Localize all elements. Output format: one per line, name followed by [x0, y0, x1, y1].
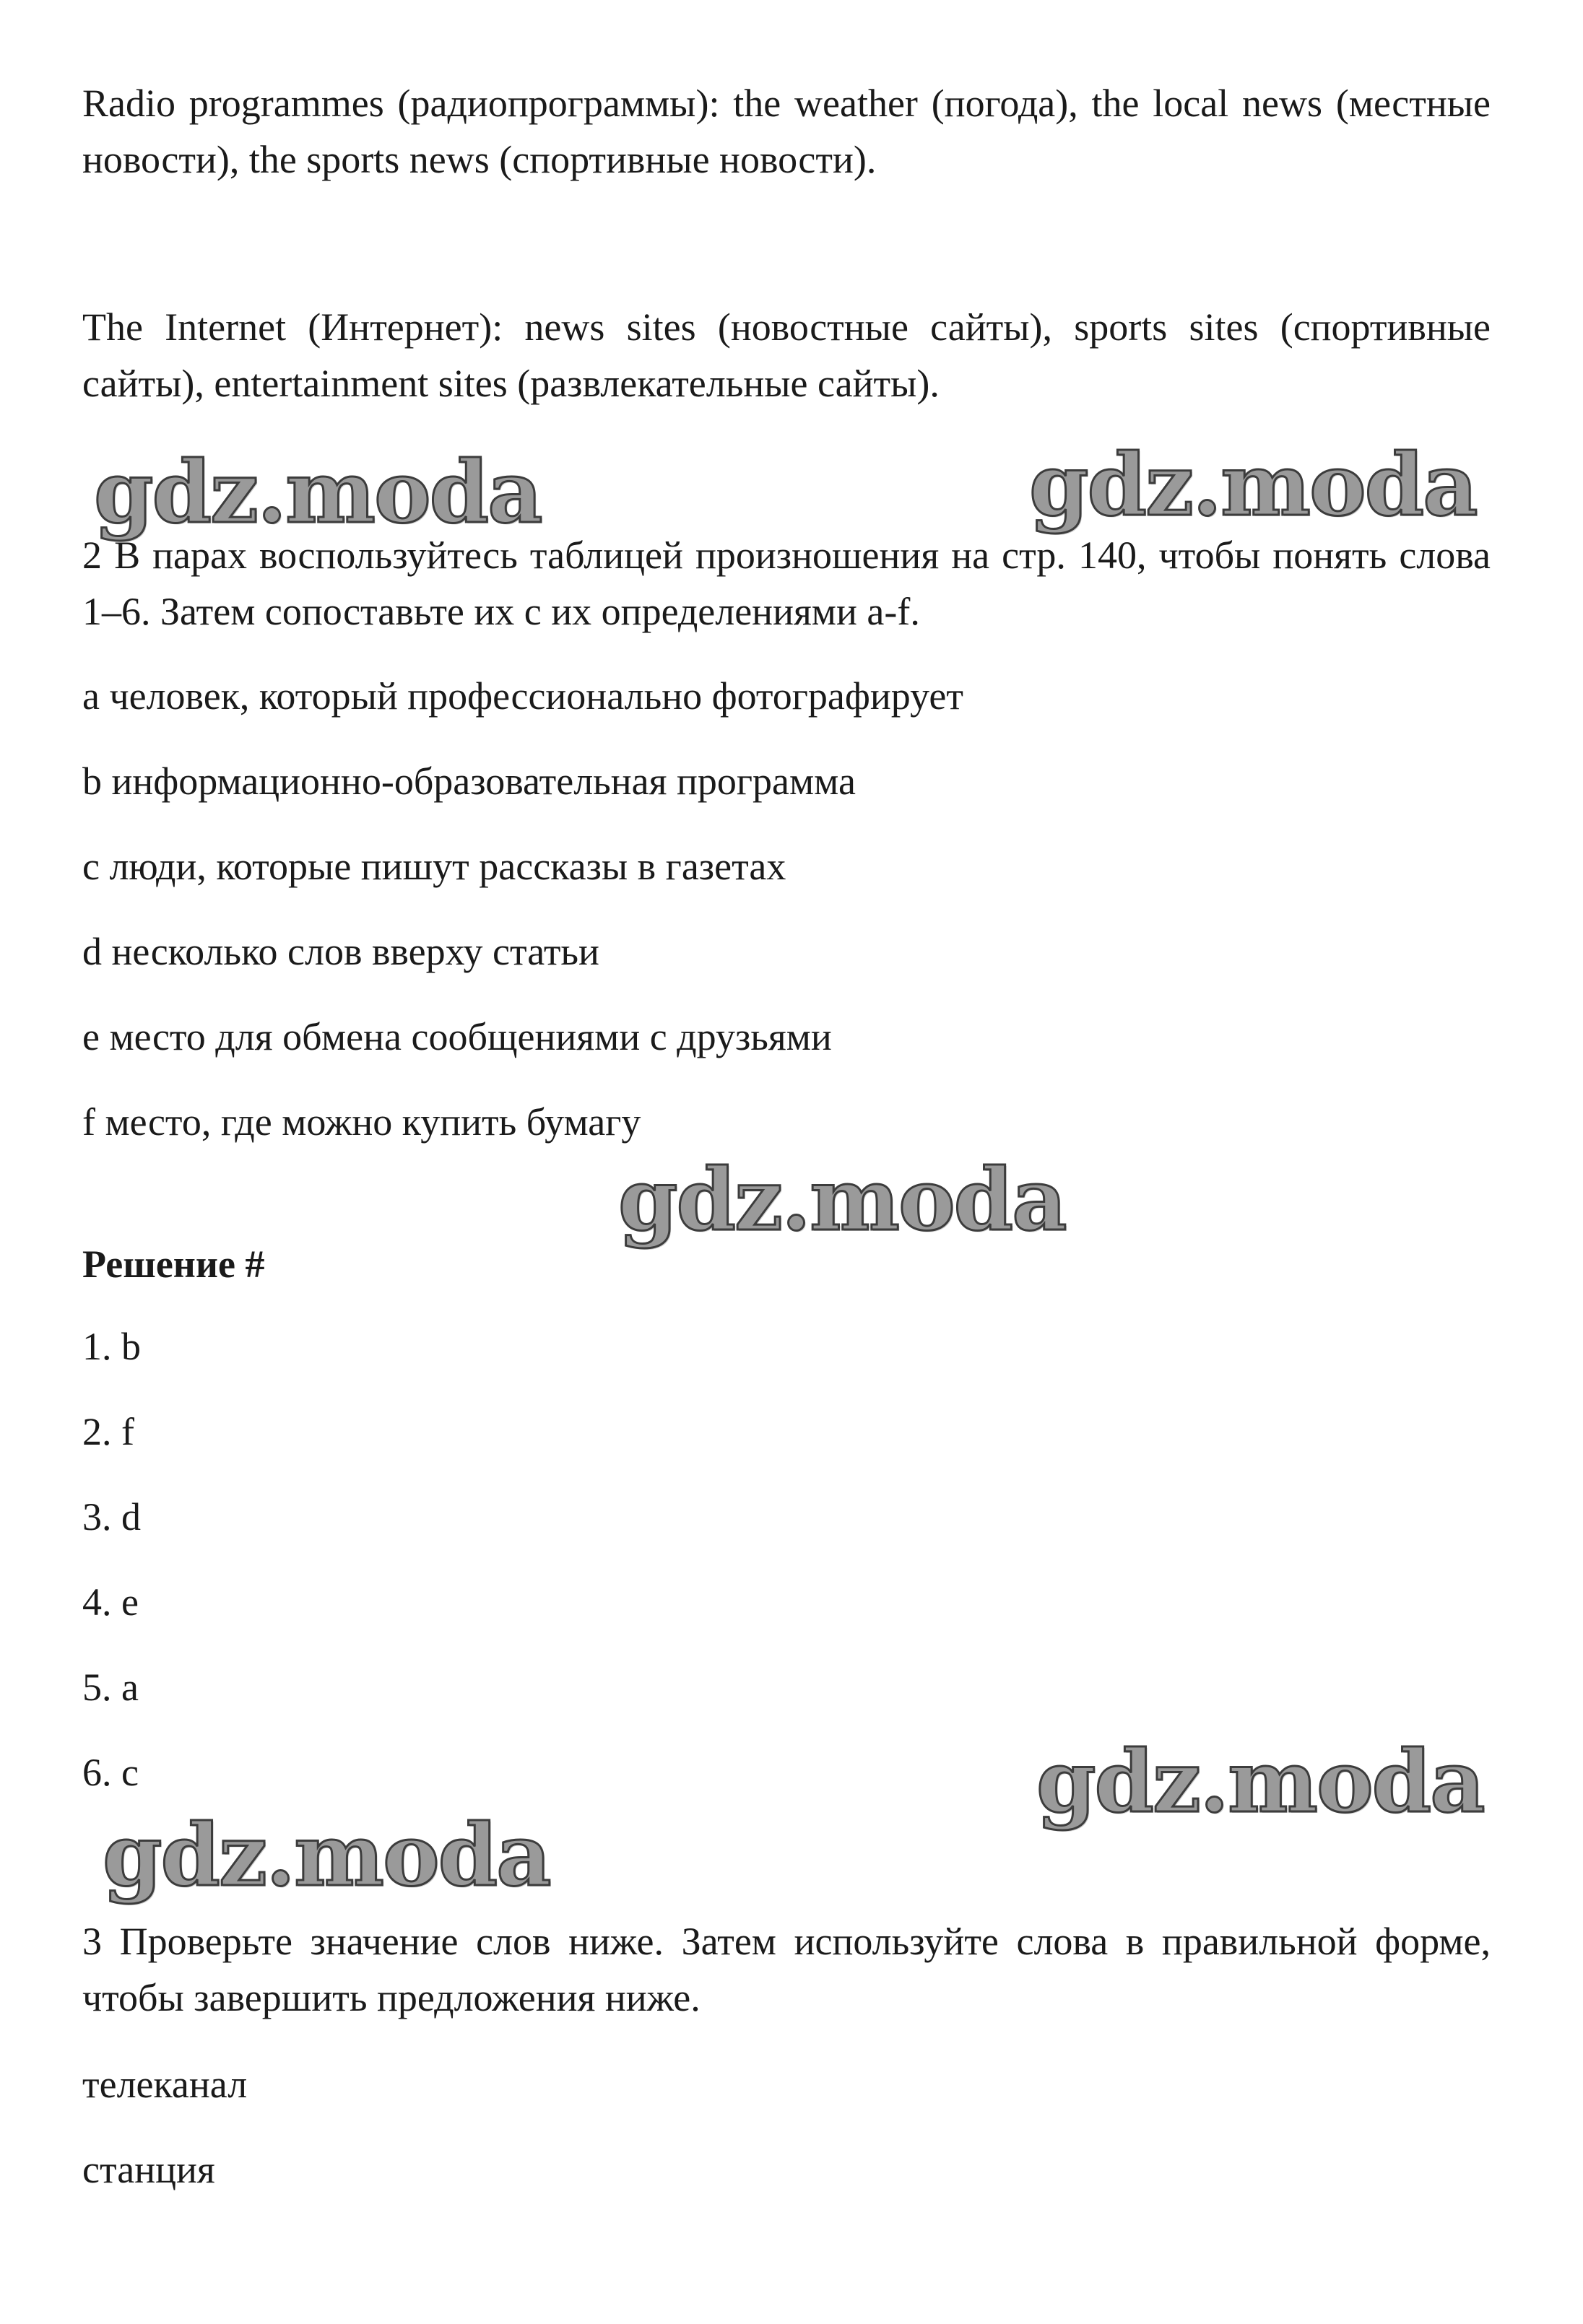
watermark-logo: gdz.moda	[618, 1149, 1066, 1250]
solution-heading: Решение #	[82, 1242, 265, 1286]
definition-a: a человек, который профессионально фотографирует	[82, 674, 963, 718]
definition-e: e место для обмена сообщениями с друзьями	[82, 1015, 832, 1058]
definition-f: f место, где можно купить бумагу	[82, 1100, 641, 1144]
definition-c: c люди, которые пишут рассказы в газетах	[82, 845, 786, 888]
definition-b: b информационно-образовательная программа	[82, 760, 856, 803]
task-3-instructions: 3 Проверьте значение слов ниже. Затем используйте слова в правильной форме, чтобы завершить предложения ниже.	[82, 1920, 1491, 2019]
task-2-instructions: 2 В парах воспользуйтесь таблицей произношения на стр. 140, чтобы понять слова 1–6. Затем сопоставьте их с их определениями a-f.	[82, 534, 1491, 633]
answer-3: 3. d	[82, 1495, 141, 1539]
answer-6: 6. c	[82, 1751, 139, 1794]
paragraph-internet: The Internet (Интернет): news sites (новостные сайты), sports sites (спортивные сайты), entertainment sites (развлекательные сайты).	[82, 305, 1491, 405]
answer-4: 4. e	[82, 1580, 139, 1624]
answer-2: 2. f	[82, 1410, 134, 1453]
watermark-logo: gdz.moda	[1036, 1731, 1484, 1832]
vocabulary-word: станция	[82, 2148, 215, 2191]
watermark-logo: gdz.moda	[103, 1805, 550, 1905]
definition-d: d несколько слов вверху статьи	[82, 930, 599, 973]
paragraph-radio-programmes: Radio programmes (радиопрограммы): the weather (погода), the local news (местные новости), the sports news (спортивные новости).	[82, 82, 1491, 181]
watermark-logo: gdz.moda	[1029, 435, 1477, 535]
vocabulary-word: телеканал	[82, 2063, 248, 2106]
answer-5: 5. a	[82, 1666, 139, 1709]
answer-1: 1. b	[82, 1325, 141, 1368]
watermark-logo: gdz.moda	[94, 442, 542, 542]
